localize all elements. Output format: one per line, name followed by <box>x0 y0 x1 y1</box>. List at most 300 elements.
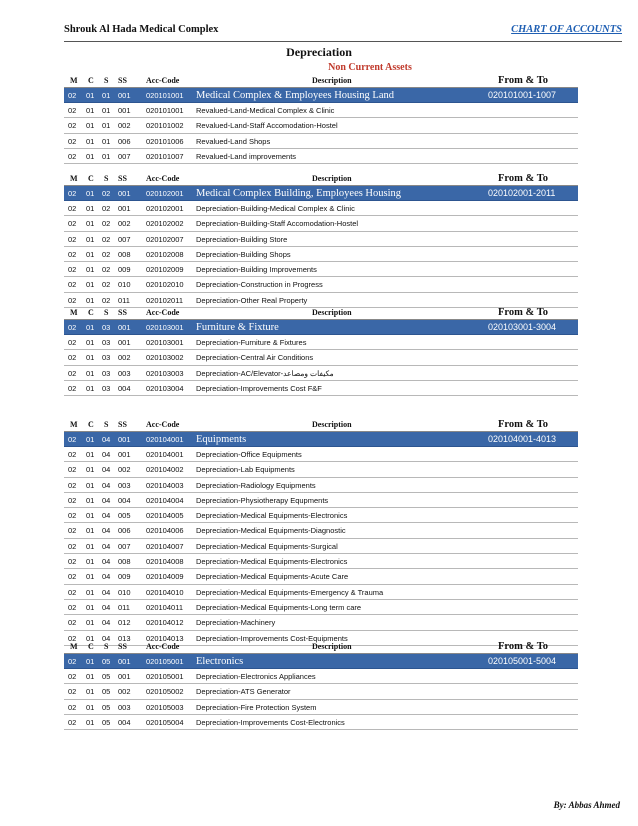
cell-c: 01 <box>86 480 95 490</box>
cell-m: 02 <box>68 204 77 213</box>
cell-c: 01 <box>86 106 95 115</box>
cell-s: 01 <box>102 151 111 161</box>
col-header-from: From & To <box>498 173 548 184</box>
group-row <box>64 432 578 447</box>
cell-m: 02 <box>68 480 77 490</box>
cell-acc: 020104006 <box>146 526 184 536</box>
section-equipments <box>64 418 578 646</box>
cell-s: 04 <box>102 572 111 582</box>
group-c: 01 <box>86 657 95 666</box>
cell-desc: Revalued-Land-Medical Complex & Clinic <box>196 106 335 115</box>
cell-m: 02 <box>68 557 77 567</box>
cell-c: 01 <box>86 587 95 597</box>
cell-s: 01 <box>102 121 111 131</box>
account-row <box>64 684 578 699</box>
group-desc: Electronics <box>196 656 244 667</box>
cell-acc: 020105004 <box>146 717 184 727</box>
cell-ss: 002 <box>118 353 131 363</box>
cell-s: 05 <box>102 672 111 681</box>
cell-s: 04 <box>102 618 111 628</box>
cell-m: 02 <box>68 151 77 161</box>
cell-c: 01 <box>86 702 95 712</box>
group-c: 01 <box>86 435 95 444</box>
cell-ss: 003 <box>118 702 131 712</box>
col-header-s: S <box>104 642 109 651</box>
col-header-m: M <box>70 642 78 651</box>
col-header-from: From & To <box>498 307 548 318</box>
cell-ss: 013 <box>118 633 131 643</box>
cell-s: 03 <box>102 338 111 347</box>
cell-acc: 020104008 <box>146 557 184 567</box>
group-range: 020103001-3004 <box>488 322 557 332</box>
col-header-c: C <box>88 642 94 651</box>
account-row <box>64 201 578 216</box>
col-header-acc: Acc-Code <box>146 174 180 183</box>
cell-s: 02 <box>102 280 111 290</box>
group-ss: 001 <box>118 323 131 332</box>
cell-ss: 008 <box>118 249 131 259</box>
col-header-acc: Acc-Code <box>146 308 180 317</box>
cell-acc: 020104005 <box>146 511 184 521</box>
cell-desc: Depreciation-Medical Equipments-Diagnostic <box>196 526 346 536</box>
group-s: 01 <box>102 91 111 100</box>
group-row <box>64 654 578 669</box>
cell-ss: 006 <box>118 136 131 146</box>
cell-ss: 011 <box>118 602 130 612</box>
group-range: 020101001-1007 <box>488 90 557 100</box>
col-header-from: From & To <box>498 419 548 430</box>
account-row <box>64 669 578 684</box>
cell-desc: Depreciation-Improvements Cost F&F <box>196 383 322 393</box>
group-desc: Equipments <box>196 434 247 445</box>
account-row <box>64 523 578 538</box>
cell-c: 01 <box>86 687 95 697</box>
cell-desc: Depreciation-AC/Elevator-مكيفات ومصاعد <box>196 368 334 378</box>
cell-desc: Depreciation-Central Air Conditions <box>196 353 314 363</box>
group-m: 02 <box>68 435 77 444</box>
cell-acc: 020102010 <box>146 280 184 290</box>
cell-acc: 020104007 <box>146 541 184 551</box>
cell-acc: 020101002 <box>146 121 184 131</box>
cell-c: 01 <box>86 717 95 727</box>
cell-desc: Depreciation-Office Equipments <box>196 450 302 459</box>
account-row <box>64 262 578 277</box>
cell-c: 01 <box>86 151 95 161</box>
col-header-ss: SS <box>118 420 127 429</box>
col-header-acc: Acc-Code <box>146 642 180 651</box>
col-header-ss: SS <box>118 308 127 317</box>
account-row <box>64 600 578 615</box>
col-header-m: M <box>70 76 78 85</box>
cell-desc: Depreciation-Building Store <box>196 234 288 244</box>
group-m: 02 <box>68 91 77 100</box>
cell-s: 04 <box>102 511 111 521</box>
cell-s: 04 <box>102 526 111 536</box>
cell-c: 01 <box>86 465 95 475</box>
cell-c: 01 <box>86 249 95 259</box>
cell-s: 04 <box>102 495 111 505</box>
cell-ss: 007 <box>118 151 131 161</box>
account-row <box>64 366 578 381</box>
cell-ss: 010 <box>118 587 131 597</box>
cell-s: 04 <box>102 465 111 475</box>
column-header-row <box>64 306 578 320</box>
cell-desc: Depreciation-Medical Equipments-Surgical <box>196 541 338 551</box>
account-row <box>64 585 578 600</box>
cell-c: 01 <box>86 280 95 290</box>
cell-desc: Revalued-Land-Staff Accomodation-Hostel <box>196 121 338 131</box>
cell-acc: 020103004 <box>146 383 184 393</box>
cell-desc: Depreciation-ATS Generator <box>196 687 291 697</box>
cell-desc: Depreciation-Machinery <box>196 618 276 628</box>
cell-s: 03 <box>102 353 111 363</box>
cell-c: 01 <box>86 353 95 363</box>
cell-m: 02 <box>68 265 77 275</box>
cell-acc: 020102002 <box>146 219 184 229</box>
cell-ss: 002 <box>118 219 131 229</box>
account-row <box>64 247 578 262</box>
account-row <box>64 447 578 462</box>
header-divider <box>64 41 622 42</box>
group-ss: 001 <box>118 189 131 198</box>
account-row <box>64 277 578 292</box>
cell-m: 02 <box>68 338 77 347</box>
cell-c: 01 <box>86 495 95 505</box>
cell-s: 05 <box>102 717 111 727</box>
cell-m: 02 <box>68 717 77 727</box>
cell-m: 02 <box>68 450 77 459</box>
cell-m: 02 <box>68 219 77 229</box>
cell-acc: 020104013 <box>146 633 184 643</box>
cell-c: 01 <box>86 618 95 628</box>
cell-ss: 002 <box>118 121 131 131</box>
account-row <box>64 381 578 396</box>
company-name: Shrouk Al Hada Medical Complex <box>64 24 219 35</box>
cell-ss: 001 <box>118 338 131 347</box>
col-header-ss: SS <box>118 642 127 651</box>
cell-ss: 004 <box>118 717 131 727</box>
col-header-m: M <box>70 420 78 429</box>
cell-m: 02 <box>68 295 77 305</box>
cell-m: 02 <box>68 495 77 505</box>
cell-ss: 002 <box>118 465 131 475</box>
account-row <box>64 554 578 569</box>
cell-ss: 008 <box>118 557 131 567</box>
cell-m: 02 <box>68 702 77 712</box>
cell-desc: Depreciation-Fire Protection System <box>196 702 317 712</box>
cell-m: 02 <box>68 368 77 378</box>
col-header-c: C <box>88 174 94 183</box>
cell-s: 03 <box>102 383 111 393</box>
cell-acc: 020101006 <box>146 136 184 146</box>
cell-desc: Depreciation-Medical Equipments-Electronics <box>196 557 348 567</box>
cell-acc: 020101007 <box>146 151 184 161</box>
group-acc: 020104001 <box>146 435 184 444</box>
cell-c: 01 <box>86 541 95 551</box>
cell-c: 01 <box>86 450 95 459</box>
cell-ss: 001 <box>118 450 131 459</box>
cell-s: 04 <box>102 480 111 490</box>
col-header-from: From & To <box>498 75 548 86</box>
cell-s: 01 <box>102 106 111 115</box>
cell-acc: 020102011 <box>146 295 183 305</box>
cell-m: 02 <box>68 249 77 259</box>
cell-m: 02 <box>68 687 77 697</box>
cell-m: 02 <box>68 618 77 628</box>
cell-ss: 001 <box>118 204 131 213</box>
cell-m: 02 <box>68 526 77 536</box>
cell-desc: Revalued-Land Shops <box>196 136 271 146</box>
account-row <box>64 478 578 493</box>
group-c: 01 <box>86 189 95 198</box>
cell-acc: 020105003 <box>146 702 184 712</box>
account-row <box>64 335 578 350</box>
account-row <box>64 508 578 523</box>
cell-c: 01 <box>86 295 95 305</box>
cell-acc: 020102001 <box>146 204 184 213</box>
column-header-row <box>64 172 578 186</box>
cell-c: 01 <box>86 526 95 536</box>
account-row <box>64 700 578 715</box>
account-row <box>64 118 578 133</box>
account-row <box>64 493 578 508</box>
group-m: 02 <box>68 189 77 198</box>
cell-desc: Depreciation-Medical Equipments-Acute Care <box>196 572 349 582</box>
cell-ss: 003 <box>118 480 131 490</box>
cell-m: 02 <box>68 587 77 597</box>
group-desc: Medical Complex Building, Employees Housing <box>196 188 402 199</box>
cell-ss: 002 <box>118 687 131 697</box>
cell-desc: Depreciation-Improvements Cost-Equipments <box>196 633 348 643</box>
cell-m: 02 <box>68 353 77 363</box>
cell-m: 02 <box>68 383 77 393</box>
group-acc: 020101001 <box>146 91 184 100</box>
group-row <box>64 186 578 201</box>
group-m: 02 <box>68 657 77 666</box>
group-c: 01 <box>86 91 95 100</box>
cell-desc: Depreciation-Other Real Property <box>196 295 308 305</box>
cell-acc: 020104009 <box>146 572 184 582</box>
cell-c: 01 <box>86 368 95 378</box>
cell-ss: 011 <box>118 295 130 305</box>
cell-m: 02 <box>68 572 77 582</box>
group-s: 04 <box>102 435 111 444</box>
cell-s: 02 <box>102 204 111 213</box>
cell-ss: 004 <box>118 383 131 393</box>
group-c: 01 <box>86 323 95 332</box>
cell-acc: 020104012 <box>146 618 184 628</box>
cell-c: 01 <box>86 204 95 213</box>
group-range: 020104001-4013 <box>488 434 557 444</box>
group-desc: Furniture & Fixture <box>196 322 279 333</box>
cell-s: 01 <box>102 136 111 146</box>
cell-c: 01 <box>86 121 95 131</box>
cell-c: 01 <box>86 383 95 393</box>
col-header-desc: Description <box>312 642 352 651</box>
cell-m: 02 <box>68 106 77 115</box>
cell-ss: 007 <box>118 541 131 551</box>
section-furniture <box>64 306 578 396</box>
col-header-c: C <box>88 76 94 85</box>
column-header-row <box>64 418 578 432</box>
cell-s: 03 <box>102 368 111 378</box>
cell-s: 02 <box>102 265 111 275</box>
account-row <box>64 149 578 164</box>
cell-m: 02 <box>68 541 77 551</box>
cell-s: 04 <box>102 450 111 459</box>
column-header-row <box>64 74 578 88</box>
cell-m: 02 <box>68 136 77 146</box>
group-range: 020105001-5004 <box>488 656 557 666</box>
cell-ss: 006 <box>118 526 131 536</box>
cell-acc: 020103003 <box>146 368 184 378</box>
col-header-from: From & To <box>498 641 548 652</box>
cell-acc: 020103001 <box>146 338 184 347</box>
group-s: 05 <box>102 657 111 666</box>
account-row <box>64 232 578 247</box>
col-header-s: S <box>104 76 109 85</box>
account-row <box>64 134 578 149</box>
cell-ss: 004 <box>118 495 131 505</box>
cell-ss: 003 <box>118 368 131 378</box>
cell-ss: 005 <box>118 511 131 521</box>
section-electronics <box>64 640 578 730</box>
group-range: 020102001-2011 <box>488 188 556 198</box>
group-acc: 020102001 <box>146 189 184 198</box>
group-s: 03 <box>102 323 111 332</box>
cell-s: 05 <box>102 702 111 712</box>
cell-desc: Depreciation-Construction in Progress <box>196 280 323 290</box>
cell-acc: 020102008 <box>146 249 184 259</box>
cell-s: 04 <box>102 602 111 612</box>
cell-desc: Depreciation-Medical Equipments-Long term care <box>196 602 362 612</box>
cell-ss: 009 <box>118 265 131 275</box>
cell-s: 04 <box>102 541 111 551</box>
cell-m: 02 <box>68 121 77 131</box>
group-ss: 001 <box>118 657 131 666</box>
group-ss: 001 <box>118 435 131 444</box>
col-header-m: M <box>70 174 78 183</box>
group-s: 02 <box>102 189 111 198</box>
cell-c: 01 <box>86 572 95 582</box>
column-header-row <box>64 640 578 654</box>
account-row <box>64 462 578 477</box>
cell-s: 04 <box>102 633 111 643</box>
cell-ss: 010 <box>118 280 131 290</box>
cell-desc: Depreciation-Building Improvements <box>196 265 317 275</box>
cell-desc: Depreciation-Building-Medical Complex & Clinic <box>196 204 355 213</box>
cell-s: 02 <box>102 295 111 305</box>
cell-desc: Depreciation-Building Shops <box>196 249 291 259</box>
cell-acc: 020102009 <box>146 265 184 275</box>
cell-m: 02 <box>68 511 77 521</box>
cell-ss: 001 <box>118 672 131 681</box>
col-header-acc: Acc-Code <box>146 420 180 429</box>
col-header-s: S <box>104 174 109 183</box>
cell-m: 02 <box>68 602 77 612</box>
col-header-s: S <box>104 420 109 429</box>
cell-acc: 020104003 <box>146 480 184 490</box>
cell-acc: 020103002 <box>146 353 184 363</box>
col-header-desc: Description <box>312 420 352 429</box>
cell-c: 01 <box>86 602 95 612</box>
col-header-desc: Description <box>312 308 352 317</box>
col-header-s: S <box>104 308 109 317</box>
account-row <box>64 350 578 365</box>
document-title: CHART OF ACCOUNTS <box>511 24 622 35</box>
cell-acc: 020102007 <box>146 234 184 244</box>
cell-acc: 020104011 <box>146 602 183 612</box>
col-header-ss: SS <box>118 174 127 183</box>
cell-m: 02 <box>68 234 77 244</box>
cell-desc: Depreciation-Physiotherapy Equpments <box>196 495 329 505</box>
col-header-desc: Description <box>312 174 352 183</box>
cell-desc: Depreciation-Improvements Cost-Electronics <box>196 717 345 727</box>
account-row <box>64 539 578 554</box>
cell-acc: 020104002 <box>146 465 184 475</box>
cell-acc: 020104010 <box>146 587 184 597</box>
cell-acc: 020104001 <box>146 450 184 459</box>
group-desc: Medical Complex & Employees Housing Land <box>196 90 395 101</box>
cell-s: 02 <box>102 234 111 244</box>
account-row <box>64 216 578 231</box>
cell-desc: Depreciation-Furniture & Fixtures <box>196 338 307 347</box>
col-header-ss: SS <box>118 76 127 85</box>
group-row <box>64 320 578 335</box>
group-row <box>64 88 578 103</box>
col-header-c: C <box>88 420 94 429</box>
cell-acc: 020105001 <box>146 672 184 681</box>
group-acc: 020103001 <box>146 323 184 332</box>
account-row <box>64 103 578 118</box>
cell-c: 01 <box>86 265 95 275</box>
cell-m: 02 <box>68 465 77 475</box>
cell-ss: 012 <box>118 618 131 628</box>
cell-s: 02 <box>102 219 111 229</box>
col-header-acc: Acc-Code <box>146 76 180 85</box>
col-header-c: C <box>88 308 94 317</box>
cell-c: 01 <box>86 511 95 521</box>
cell-m: 02 <box>68 672 77 681</box>
cell-c: 01 <box>86 234 95 244</box>
section-building <box>64 172 578 308</box>
cell-m: 02 <box>68 280 77 290</box>
group-m: 02 <box>68 323 77 332</box>
col-header-desc: Description <box>312 76 352 85</box>
cell-ss: 007 <box>118 234 131 244</box>
cell-desc: Depreciation-Lab Equipments <box>196 465 295 475</box>
cell-ss: 001 <box>118 106 131 115</box>
page-subtitle: Non Current Assets <box>328 62 412 73</box>
cell-desc: Depreciation-Electronics Appliances <box>196 672 316 681</box>
col-header-m: M <box>70 308 78 317</box>
cell-desc: Depreciation-Medical Equipments-Electronics <box>196 511 348 521</box>
cell-s: 02 <box>102 249 111 259</box>
cell-ss: 009 <box>118 572 131 582</box>
cell-s: 04 <box>102 587 111 597</box>
account-row <box>64 569 578 584</box>
cell-c: 01 <box>86 219 95 229</box>
group-ss: 001 <box>118 91 131 100</box>
cell-desc: Depreciation-Medical Equipments-Emergency & Trauma <box>196 587 384 597</box>
page-title: Depreciation <box>286 45 352 59</box>
cell-acc: 020104004 <box>146 495 184 505</box>
cell-c: 01 <box>86 633 95 643</box>
group-acc: 020105001 <box>146 657 184 666</box>
cell-c: 01 <box>86 136 95 146</box>
cell-s: 04 <box>102 557 111 567</box>
cell-desc: Depreciation-Building-Staff Accomodation-Hostel <box>196 219 359 229</box>
